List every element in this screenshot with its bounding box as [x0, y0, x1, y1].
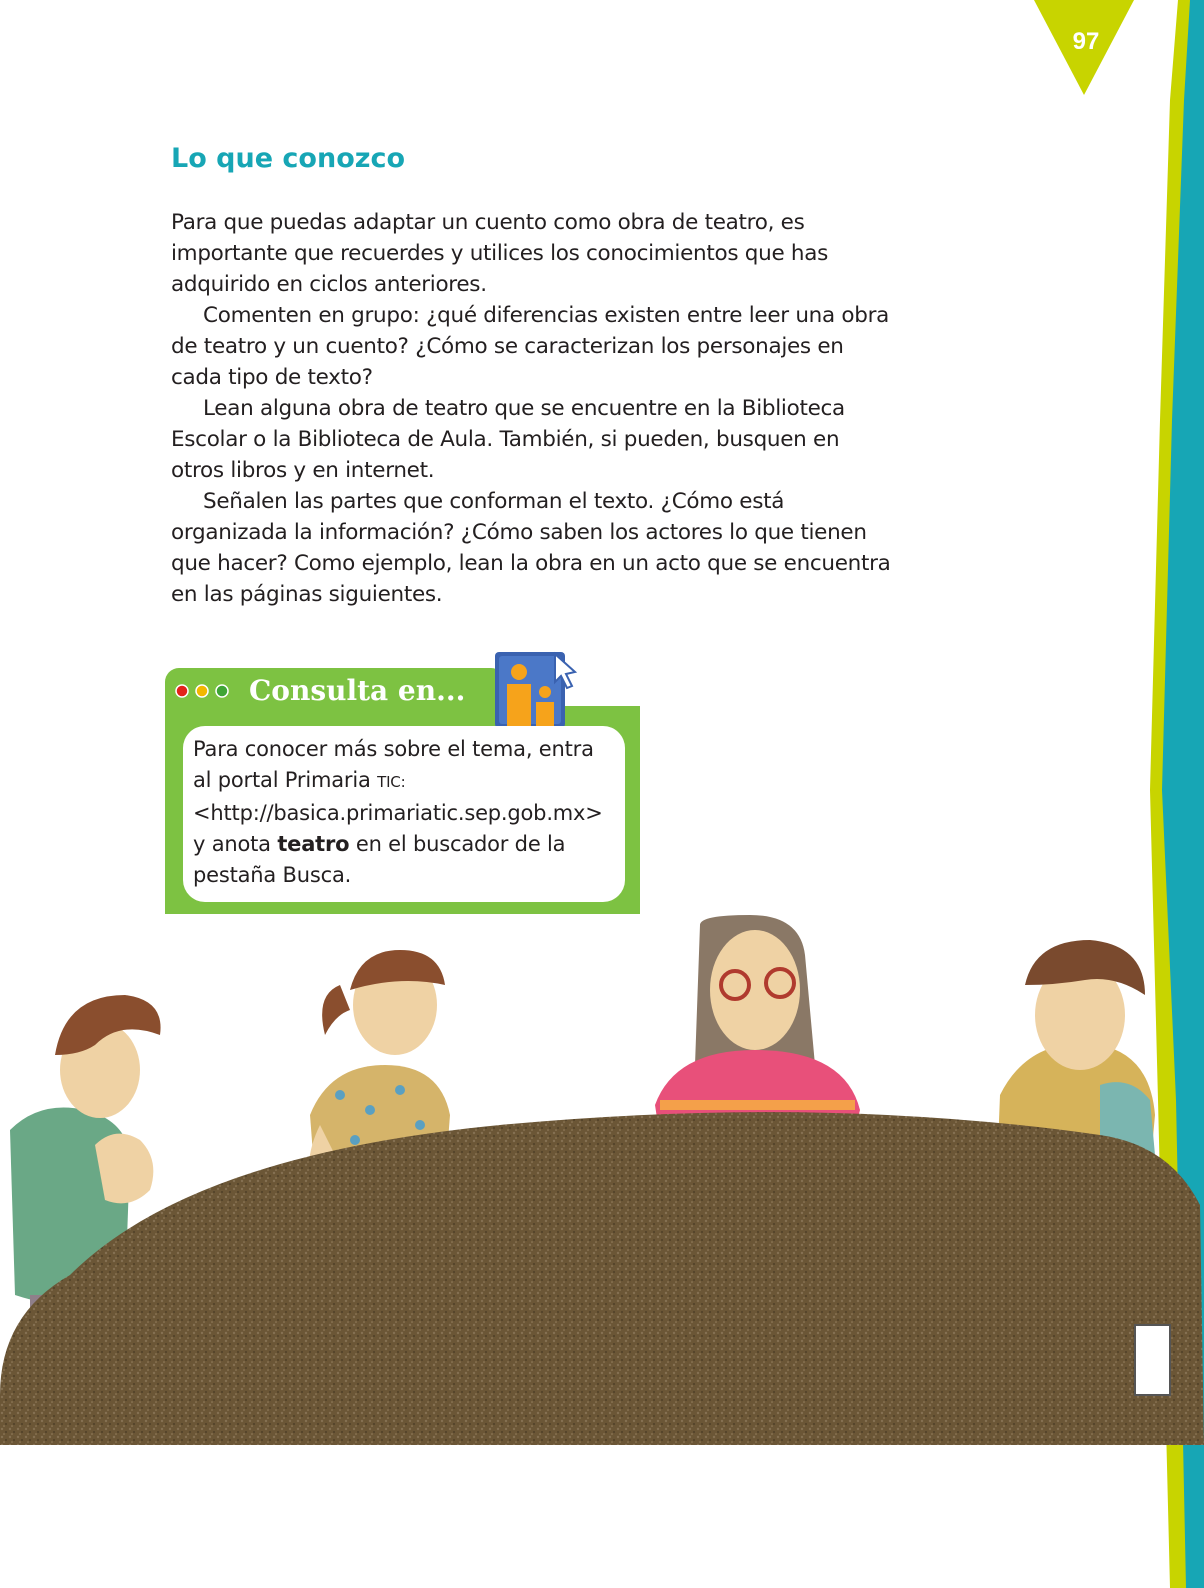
consulta-line-2-text: al portal Primaria [193, 768, 378, 792]
consulta-line-4-prefix: y anota [193, 832, 278, 856]
consulta-title: Consulta en... [249, 674, 466, 707]
consulta-box [165, 650, 645, 918]
page-number: 97 [1072, 28, 1100, 55]
section-title: Lo que conozco [171, 143, 406, 174]
consulta-line-4-suffix: en el buscador de la [349, 832, 566, 856]
paragraph-4: Señalen las partes que conforman el texto. ¿Cómo está organizada la información? ¿Cómo saben los actores lo que tienen que hacer? Como ejemplo, lean la obra en un acto que se encuentra en las páginas siguientes. [171, 489, 891, 607]
search-term: teatro [277, 832, 350, 856]
consulta-line-1: Para conocer más sobre el tema, entra [193, 737, 594, 761]
paragraph-3: Lean alguna obra de teatro que se encuentre en la Biblioteca Escolar o la Biblioteca de Aula. También, si pueden, busquen en otros libros y en internet. [171, 396, 845, 483]
portal-url[interactable]: <http://basica.primariatic.sep.gob.mx> [193, 801, 603, 825]
page-number-badge [0, 0, 1204, 120]
consulta-line-4 [193, 829, 615, 860]
round-table [0, 1112, 1204, 1445]
window-dots-icon [175, 683, 235, 699]
consulta-line-2 [193, 765, 615, 798]
portal-user-cursor-icon [495, 650, 581, 728]
paragraph-1: Para que puedas adaptar un cuento como obra de teatro, es importante que recuerdes y utilices los conocimientos que has adquirido en ciclos anteriores. [171, 210, 829, 297]
body-text [171, 207, 891, 610]
tic-abbreviation: TIC: [377, 773, 406, 791]
consulta-content [183, 726, 625, 902]
paragraph-2: Comenten en grupo: ¿qué diferencias existen entre leer una obra de teatro y un cuento? ¿Cómo se caracterizan los personajes en cada tipo de texto? [171, 303, 890, 390]
students-table-illustration [0, 915, 1204, 1445]
consulta-line-5: pestaña Busca. [193, 863, 352, 887]
